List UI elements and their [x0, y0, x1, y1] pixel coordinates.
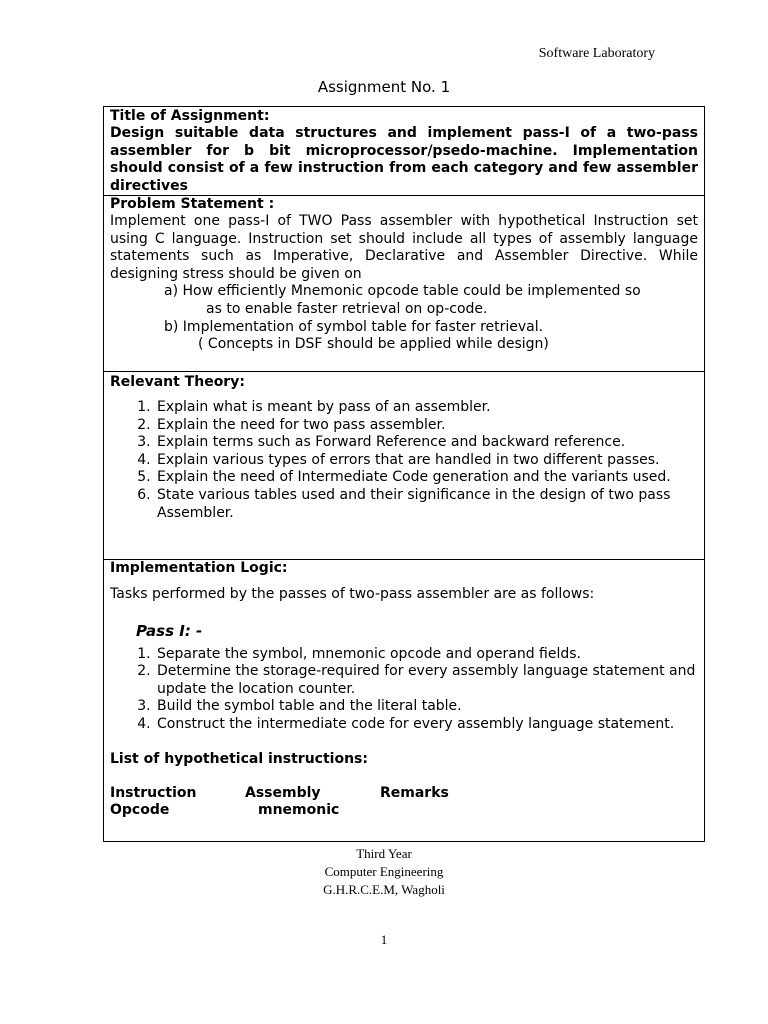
column-header-remarks: [380, 785, 530, 820]
page-footer: [0, 845, 768, 899]
problem-item-a-line1: a) How efficiently Mnemonic opcode table could be implemented so: [164, 283, 641, 300]
column-header-assembly: [245, 785, 380, 820]
instruction-list-heading: List of hypothetical instructions:: [110, 750, 368, 767]
list-item: 3. Explain terms such as Forward Reference and backward reference.: [155, 434, 698, 452]
problem-note: ( Concepts in DSF should be applied while design): [198, 336, 549, 353]
theory-heading: Relevant Theory:: [110, 374, 245, 390]
list-item: 5. Explain the need of Intermediate Code generation and the variants used.: [155, 469, 698, 487]
implementation-heading: Implementation Logic:: [110, 560, 288, 576]
running-header: Software Laboratory: [538, 46, 655, 61]
list-item: 4. Explain various types of errors that are handled in two different passes.: [155, 452, 698, 470]
title-heading: Title of Assignment:: [110, 108, 270, 124]
document-title: Assignment No. 1: [317, 78, 451, 96]
column-header-line: Opcode: [110, 802, 170, 819]
title-section: [104, 107, 704, 196]
list-item: 3. Build the symbol table and the literal table.: [155, 698, 698, 716]
footer-department: Computer Engineering: [324, 864, 444, 879]
theory-list: [110, 399, 698, 522]
problem-item-b: b) Implementation of symbol table for faster retrieval.: [164, 318, 544, 335]
footer-college: G.H.R.C.E.M, Wagholi: [323, 882, 445, 897]
column-header-line: Assembly: [245, 784, 321, 801]
implementation-section: [104, 560, 704, 841]
list-item: 1. Explain what is meant by pass of an assembler.: [155, 399, 698, 417]
list-item: 1. Separate the symbol, mnemonic opcode and operand fields.: [155, 646, 698, 664]
list-item: 2. Determine the storage-required for every assembly language statement and update the location counter.: [155, 663, 698, 698]
theory-section: [104, 374, 704, 560]
list-item: 6. State various tables used and their significance in the design of two pass Assembler.: [155, 487, 698, 522]
pass-heading: Pass I: -: [136, 621, 203, 640]
instruction-table-header: [110, 785, 698, 820]
pass-list: [110, 646, 698, 734]
list-item: 4. Construct the intermediate code for every assembly language statement.: [155, 716, 698, 734]
problem-text: Implement one pass-I of TWO Pass assembler with hypothetical Instruction set using C language. Instruction set should include all types of assembly language statements such as Imperative, Declarative and Assembler Directive. While designing stress should be given on: [110, 213, 698, 282]
list-item: 2. Explain the need for two pass assembler.: [155, 417, 698, 435]
title-text: Design suitable data structures and implement pass-I of a two-pass assembler for b bit microprocessor/psedo-machine. Implementation should consist of a few instruction from each category and few assembler directives: [110, 125, 698, 194]
problem-heading: Problem Statement :: [110, 196, 275, 212]
implementation-intro: Tasks performed by the passes of two-pass assembler are as follows:: [110, 586, 595, 602]
column-header-instruction: [110, 785, 245, 820]
column-header-line: Remarks: [380, 784, 449, 801]
footer-year: Third Year: [356, 846, 412, 861]
page-number: 1: [380, 932, 388, 947]
assignment-table: [103, 106, 705, 842]
problem-section: [104, 196, 704, 372]
problem-item-a-line2: as to enable faster retrieval on op-code.: [206, 300, 488, 317]
column-header-line: Instruction: [110, 784, 197, 801]
column-header-line: mnemonic: [258, 802, 340, 819]
